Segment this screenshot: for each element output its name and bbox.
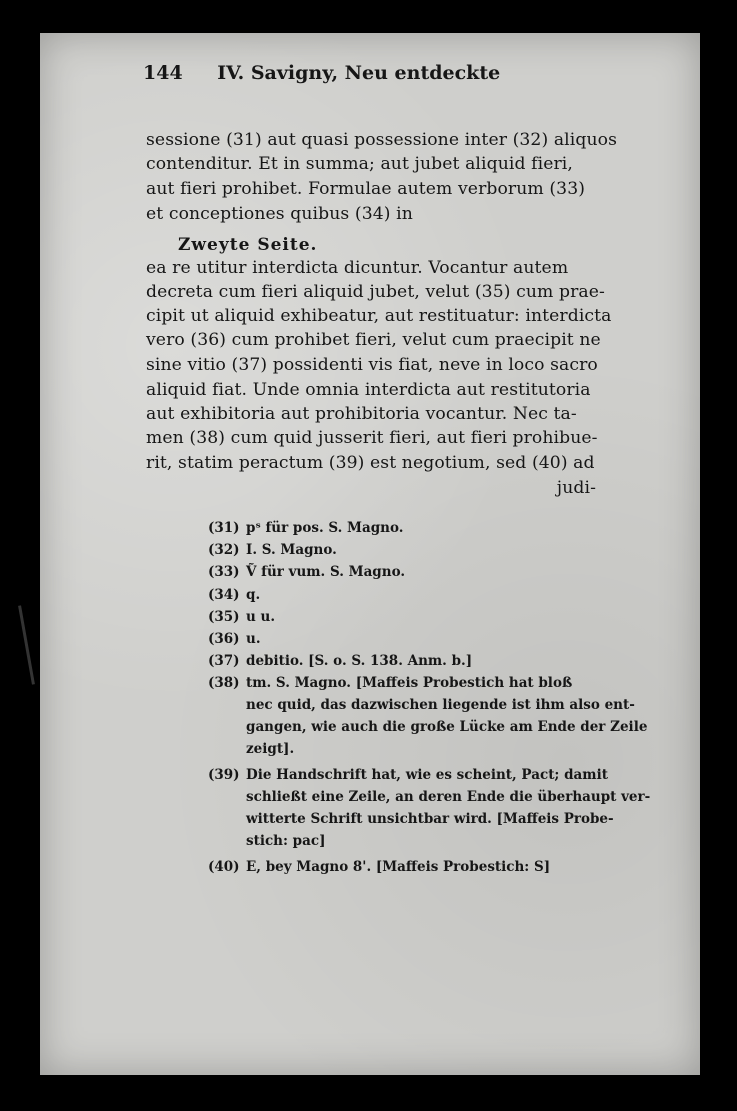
footnote-number: (37) bbox=[208, 653, 240, 669]
footnote-text: Die Handschrift hat, wie es scheint, Pact; damit bbox=[246, 767, 608, 783]
footnote-number: (39) bbox=[208, 767, 240, 783]
footnote bbox=[208, 609, 275, 625]
body-line: vero (36) cum prohibet fieri, velut cum praecipit ne bbox=[146, 330, 601, 350]
body-line: aut exhibitoria aut prohibitoria vocantur. Nec ta- bbox=[146, 404, 577, 424]
body-line: sine vitio (37) possidenti vis fiat, neve in loco sacro bbox=[146, 355, 598, 375]
footnote-text: u u. bbox=[246, 609, 276, 625]
footnote-text: I. S. Magno. bbox=[246, 542, 337, 558]
body-line: contenditur. Et in summa; aut jubet aliquid fieri, bbox=[146, 154, 573, 174]
body-line: cipit ut aliquid exhibeatur, aut restituatur: interdicta bbox=[146, 306, 612, 326]
page-number: 144 bbox=[143, 62, 183, 84]
catchword: judi- bbox=[556, 478, 596, 498]
body-line: et conceptiones quibus (34) in bbox=[146, 204, 413, 224]
footnote bbox=[208, 767, 608, 783]
footnote-number: (35) bbox=[208, 609, 240, 625]
footnote-text: debitio. [S. o. S. 138. Anm. b.] bbox=[246, 653, 473, 669]
footnote-number: (33) bbox=[208, 564, 240, 580]
footnote-continuation: gangen, wie auch die große Lücke am Ende der Zeile bbox=[246, 719, 648, 735]
footnote-number: (32) bbox=[208, 542, 240, 558]
body-line: men (38) cum quid jusserit fieri, aut fieri prohibue- bbox=[146, 428, 598, 448]
footnote bbox=[208, 542, 337, 558]
body-line: aliquid fiat. Unde omnia interdicta aut restitutoria bbox=[146, 380, 591, 400]
running-head-title: IV. Savigny, Neu entdeckte bbox=[217, 62, 501, 84]
footnote bbox=[208, 859, 550, 875]
footnote-continuation: nec quid, das dazwischen liegende ist ihm also ent- bbox=[246, 697, 635, 713]
footnote bbox=[208, 653, 472, 669]
footnote bbox=[208, 564, 405, 580]
running-header bbox=[143, 62, 500, 84]
footnote-text: E, bey Magno 8'. [Maffeis Probestich: S] bbox=[246, 859, 551, 875]
footnote-number: (40) bbox=[208, 859, 240, 875]
footnote-continuation: schließt eine Zeile, an deren Ende die überhaupt ver- bbox=[246, 789, 651, 805]
footnote-number: (31) bbox=[208, 520, 240, 536]
footnote-text: q. bbox=[246, 587, 261, 603]
footnote-text: pˢ für pos. S. Magno. bbox=[246, 520, 404, 536]
footnote-continuation: zeigt]. bbox=[246, 741, 295, 757]
body-line: aut fieri prohibet. Formulae autem verborum (33) bbox=[146, 179, 586, 199]
footnote-number: (38) bbox=[208, 675, 240, 691]
footnote bbox=[208, 675, 572, 691]
footnote bbox=[208, 631, 261, 647]
body-line: ea re utitur interdicta dicuntur. Vocantur autem bbox=[146, 258, 569, 278]
body-line: sessione (31) aut quasi possessione inter (32) aliquos bbox=[146, 130, 618, 150]
footnote-text: tm. S. Magno. [Maffeis Probestich hat bloß bbox=[246, 675, 573, 691]
footnote-number: (34) bbox=[208, 587, 240, 603]
footnote bbox=[208, 587, 260, 603]
footnote-continuation: stich: pac] bbox=[246, 833, 326, 849]
footnote-text: u. bbox=[246, 631, 261, 647]
section-heading: Zweyte Seite. bbox=[178, 235, 318, 255]
footnote-number: (36) bbox=[208, 631, 240, 647]
footnote bbox=[208, 520, 403, 536]
pencil-mark-icon bbox=[18, 605, 35, 684]
footnote-continuation: witterte Schrift unsichtbar wird. [Maffeis Probe- bbox=[246, 811, 614, 827]
body-line: decreta cum fieri aliquid jubet, velut (35) cum prae- bbox=[146, 282, 605, 302]
body-line: rit, statim peractum (39) est negotium, sed (40) ad bbox=[146, 453, 595, 473]
footnote-text: Ṽ für vum. S. Magno. bbox=[246, 564, 406, 580]
